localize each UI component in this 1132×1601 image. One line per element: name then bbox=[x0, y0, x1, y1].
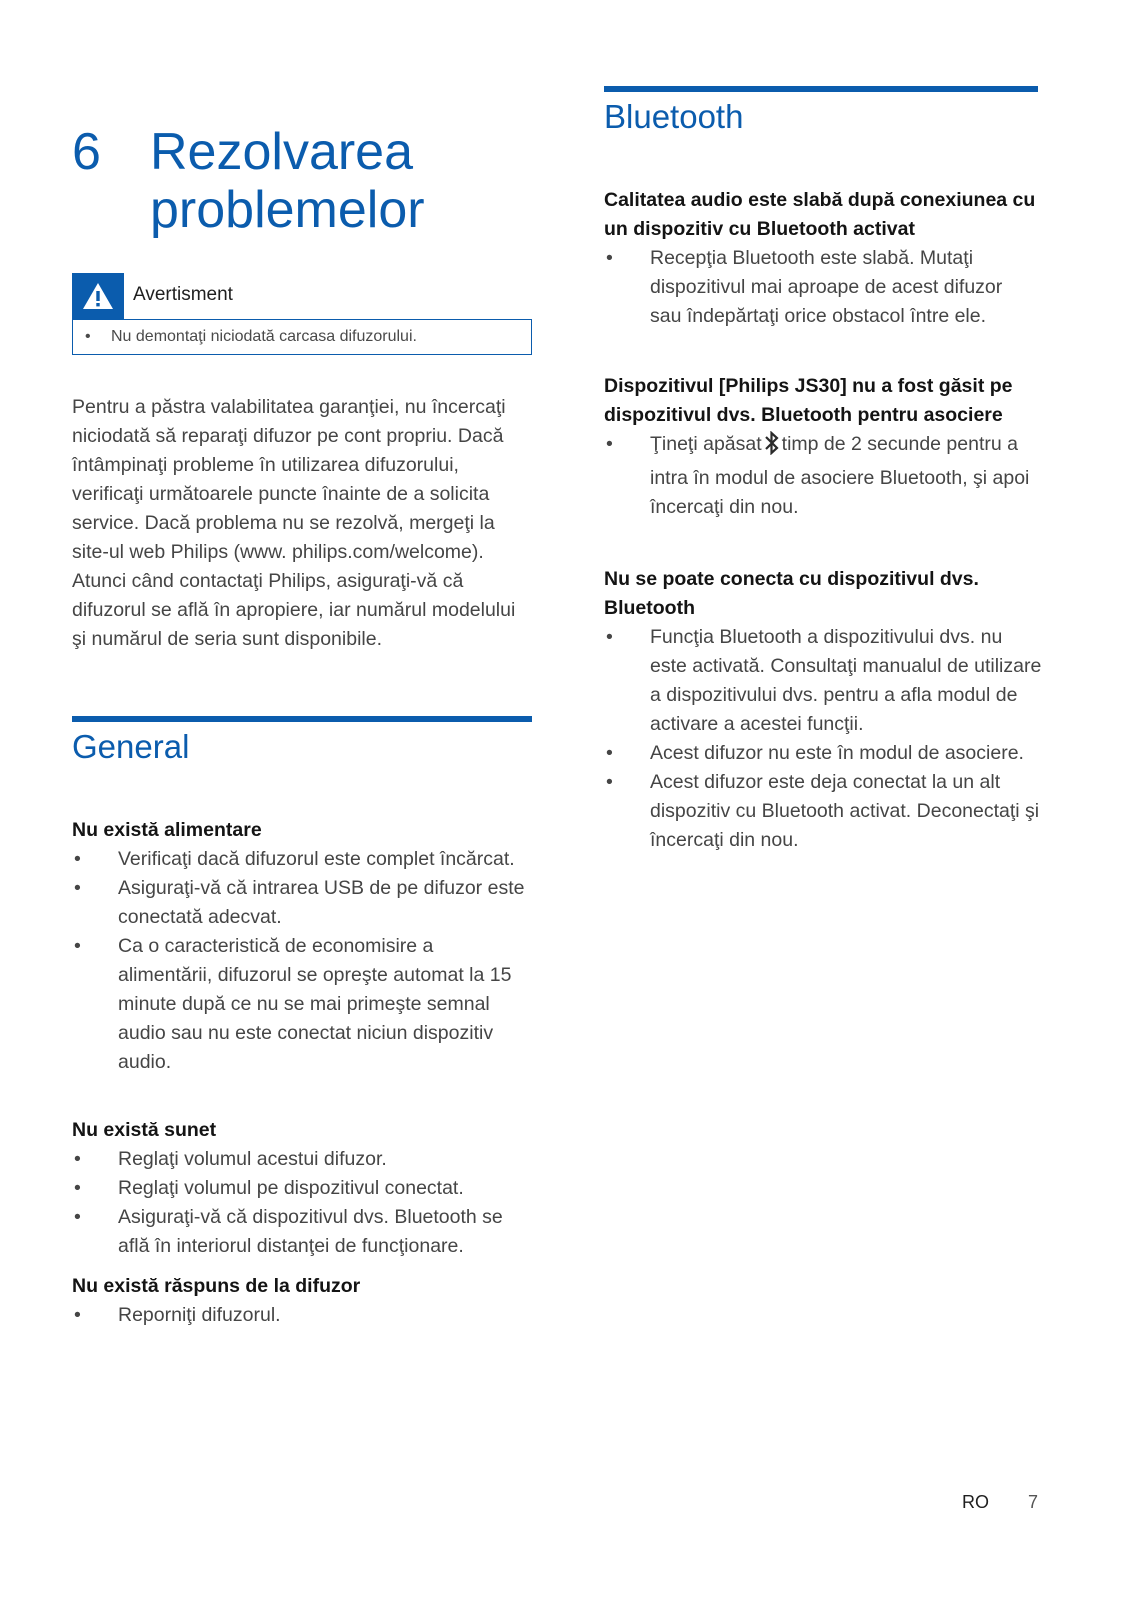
list-item bbox=[604, 623, 1044, 739]
list-item bbox=[72, 1203, 532, 1261]
list-item bbox=[72, 1174, 532, 1203]
list-item bbox=[72, 1145, 532, 1174]
qa-group-poor-audio bbox=[604, 186, 1038, 331]
list-item-text: Asiguraţi-vă că dispozitivul dvs. Bluetooth se află în interiorul distanţei de funcţionare. bbox=[118, 1206, 503, 1257]
list-item bbox=[604, 768, 1044, 855]
qa-group-no-power bbox=[72, 816, 532, 1077]
bullet: • bbox=[606, 626, 613, 648]
qa-group-device-not-found bbox=[604, 372, 1044, 522]
list-item bbox=[604, 739, 1044, 768]
qa-heading: Nu există răspuns de la difuzor bbox=[72, 1275, 361, 1297]
bullet: • bbox=[606, 247, 613, 269]
intro-paragraph: Pentru a păstra valabilitatea garanţiei, nu încercaţi niciodată să reparaţi difuzor pe cont propriu. Dacă întâmpinaţi probleme în utilizarea difuzorului, verificaţi următoarele puncte înainte de a solicita service. Dacă problema nu se rezolvă, mergeţi la site-ul web Philips (www. philips.com/welcome). Atunci când contactaţi Philips, asiguraţi-vă că difuzorul se află în apropiere, iar numărul modelului şi numărul de seria sunt disponibile. bbox=[72, 396, 516, 650]
list-item-text: Recepţia Bluetooth este slabă. Mutaţi dispozitivul mai aproape de acest difuzor sau îndepărtaţi orice obstacol între ele. bbox=[650, 247, 1003, 327]
qa-heading: Nu există alimentare bbox=[72, 819, 262, 841]
list-item-text: Reglaţi volumul acestui difuzor. bbox=[118, 1148, 387, 1170]
list-item-text: Ca o caracteristică de economisire a alimentării, difuzorul se opreşte automat la 15 minute după ce nu se mai primeşte semnal audio sau nu este conectat niciun dispozitiv audio. bbox=[118, 935, 512, 1073]
section-rule-bluetooth bbox=[604, 86, 1038, 92]
list-item-text: timp de 2 secunde pentru a intra în modul de asociere Bluetooth, şi apoi încercaţi din nou. bbox=[650, 433, 1030, 518]
bullet: • bbox=[74, 1206, 81, 1228]
chapter-number: 6 bbox=[72, 122, 101, 181]
chapter-title: Rezolvarea problemelor bbox=[150, 122, 425, 239]
qa-list bbox=[604, 430, 1044, 522]
list-item bbox=[72, 874, 532, 932]
list-item-text: Reglaţi volumul pe dispozitivul conectat. bbox=[118, 1177, 464, 1199]
warning-icon bbox=[72, 273, 124, 319]
list-item bbox=[604, 244, 1038, 331]
warning-text: Nu demontaţi niciodată carcasa difuzorului. bbox=[111, 328, 417, 345]
qa-heading: Dispozitivul [Philips JS30] nu a fost găsit pe dispozitivul dvs. Bluetooth pentru asociere bbox=[604, 375, 1013, 426]
bullet: • bbox=[85, 328, 91, 345]
list-item-text: Acest difuzor este deja conectat la un alt dispozitiv cu Bluetooth activat. Deconectaţi şi încercaţi din nou. bbox=[650, 771, 1040, 851]
bullet: • bbox=[606, 771, 613, 793]
list-item bbox=[72, 932, 532, 1077]
qa-heading: Calitatea audio este slabă după conexiunea cu un dispozitiv cu Bluetooth activat bbox=[604, 189, 1036, 240]
qa-list bbox=[72, 845, 532, 1077]
qa-heading: Nu se poate conecta cu dispozitivul dvs. Bluetooth bbox=[604, 568, 979, 619]
warning-box bbox=[72, 273, 532, 355]
list-item-text: Funcţia Bluetooth a dispozitivului dvs. nu este activată. Consultaţi manualul de utilizare a dispozitivului dvs. pentru a afla modul de activare a acestei funcţii. bbox=[650, 626, 1042, 735]
bullet: • bbox=[74, 1304, 81, 1326]
bullet: • bbox=[74, 1148, 81, 1170]
warning-item bbox=[72, 319, 532, 355]
qa-list bbox=[72, 1145, 532, 1261]
bullet: • bbox=[74, 935, 81, 957]
list-item-text: Acest difuzor nu este în modul de asociere. bbox=[650, 742, 1024, 764]
list-item bbox=[72, 1301, 532, 1330]
qa-group-cannot-connect bbox=[604, 565, 1044, 855]
qa-heading: Nu există sunet bbox=[72, 1119, 217, 1141]
list-item-text: Asiguraţi-vă că intrarea USB de pe difuzor este conectată adecvat. bbox=[118, 877, 525, 928]
bluetooth-icon bbox=[764, 431, 780, 464]
list-item bbox=[72, 845, 532, 874]
page-footer bbox=[962, 1492, 1042, 1516]
list-item-text: Verificaţi dacă difuzorul este complet încărcat. bbox=[118, 848, 515, 870]
section-title-general: General bbox=[72, 728, 190, 765]
warning-header bbox=[72, 273, 532, 319]
bullet: • bbox=[606, 742, 613, 764]
bullet: • bbox=[74, 848, 81, 870]
qa-group-no-sound bbox=[72, 1116, 532, 1261]
qa-list bbox=[604, 244, 1038, 331]
bullet: • bbox=[74, 1177, 81, 1199]
section-rule-general bbox=[72, 716, 532, 722]
list-item bbox=[604, 430, 1044, 522]
list-item-text: Ţineţi apăsat bbox=[650, 433, 762, 455]
footer-language: RO bbox=[962, 1492, 989, 1512]
list-item-text: Reporniţi difuzorul. bbox=[118, 1304, 281, 1326]
qa-list bbox=[72, 1301, 532, 1330]
bullet: • bbox=[606, 433, 613, 455]
qa-list bbox=[604, 623, 1044, 855]
bullet: • bbox=[74, 877, 81, 899]
qa-group-no-response bbox=[72, 1272, 532, 1330]
page-number: 7 bbox=[1028, 1492, 1039, 1512]
warning-label: Avertisment bbox=[133, 284, 233, 305]
section-title-bluetooth: Bluetooth bbox=[604, 98, 744, 135]
